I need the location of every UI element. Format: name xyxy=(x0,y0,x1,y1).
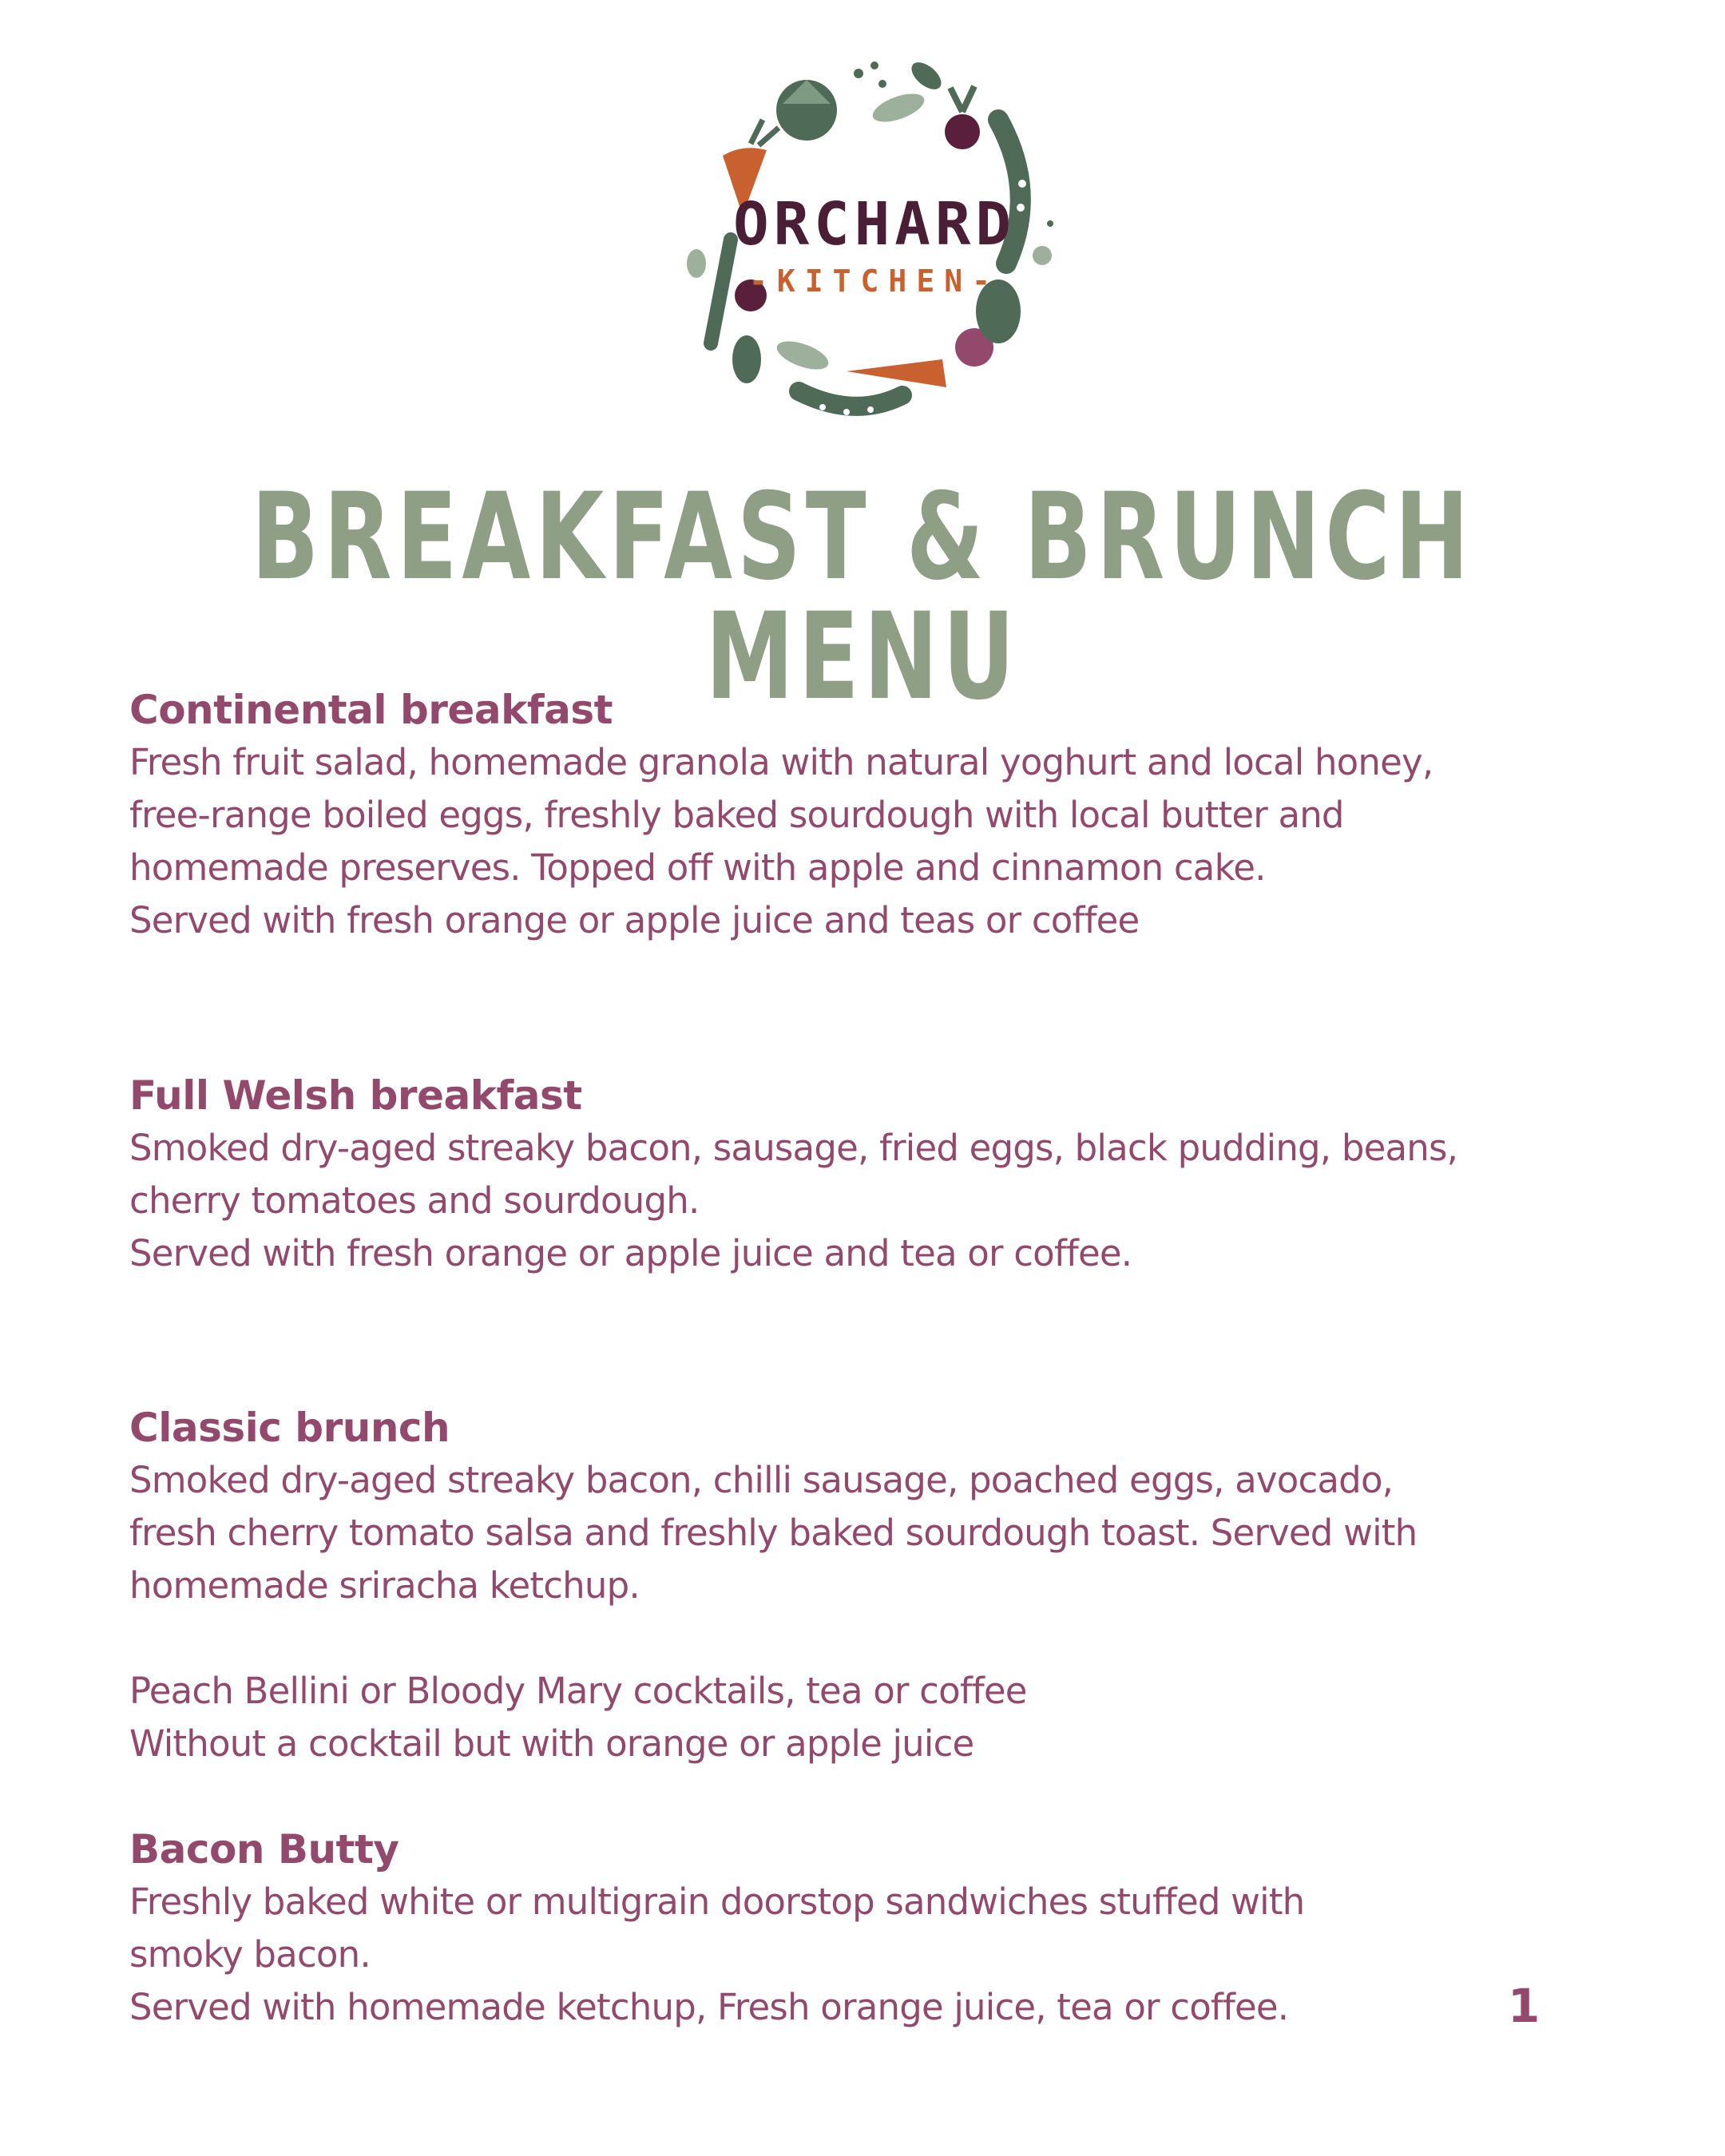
menu-item-heading: Classic brunch xyxy=(129,1405,450,1451)
menu-item-line: Freshly baked white or multigrain doorstop sandwiches stuffed with xyxy=(129,1881,1305,1923)
menu-item-line: Peach Bellini or Bloody Mary cocktails, tea or coffee xyxy=(129,1670,1027,1712)
menu-item-heading: Full Welsh breakfast xyxy=(129,1072,582,1119)
orchard-kitchen-logo xyxy=(687,56,1062,431)
menu-item-line: homemade preserves. Topped off with apple and cinnamon cake. xyxy=(129,846,1266,889)
menu-item-line: Smoked dry-aged streaky bacon, chilli sausage, poached eggs, avocado, xyxy=(129,1459,1394,1501)
menu-item-line: free-range boiled eggs, freshly baked sourdough with local butter and xyxy=(129,794,1344,836)
menu-item-classic-brunch xyxy=(129,1401,1631,1770)
menu-item-line: Served with fresh orange or apple juice and tea or coffee. xyxy=(129,1232,1132,1274)
menu-item-line: smoky bacon. xyxy=(129,1933,371,1976)
menu-item-line: Served with homemade ketchup, Fresh orange juice, tea or coffee. xyxy=(129,1986,1289,2028)
menu-item-line: cherry tomatoes and sourdough. xyxy=(129,1179,700,1222)
menu-item-heading: Bacon Butty xyxy=(129,1826,399,1873)
page-number: 1 xyxy=(1508,1979,1541,2033)
menu-item-full-welsh xyxy=(129,1069,1631,1280)
logo-wordmark-orchard: ORCHARD xyxy=(733,190,1016,259)
menu-item-line: Without a cocktail but with orange or apple juice xyxy=(129,1722,974,1765)
menu-item-line: Served with fresh orange or apple juice and teas or coffee xyxy=(129,899,1140,941)
menu-item-line: Fresh fruit salad, homemade granola with natural yoghurt and local honey, xyxy=(129,741,1434,783)
menu-item-line: homemade sriracha ketchup. xyxy=(129,1564,640,1607)
menu-item-heading: Continental breakfast xyxy=(129,687,613,733)
menu-item-bacon-butty xyxy=(129,1823,1631,2034)
menu-item-line: fresh cherry tomato salsa and freshly baked sourdough toast. Served with xyxy=(129,1512,1418,1554)
logo-wordmark-kitchen: -KITCHEN- xyxy=(749,264,1000,299)
menu-item-line: Smoked dry-aged streaky bacon, sausage, fried eggs, black pudding, beans, xyxy=(129,1127,1458,1169)
menu-item-continental xyxy=(129,684,1631,947)
menu-title: BREAKFAST & BRUNCH MENU xyxy=(251,468,1474,727)
